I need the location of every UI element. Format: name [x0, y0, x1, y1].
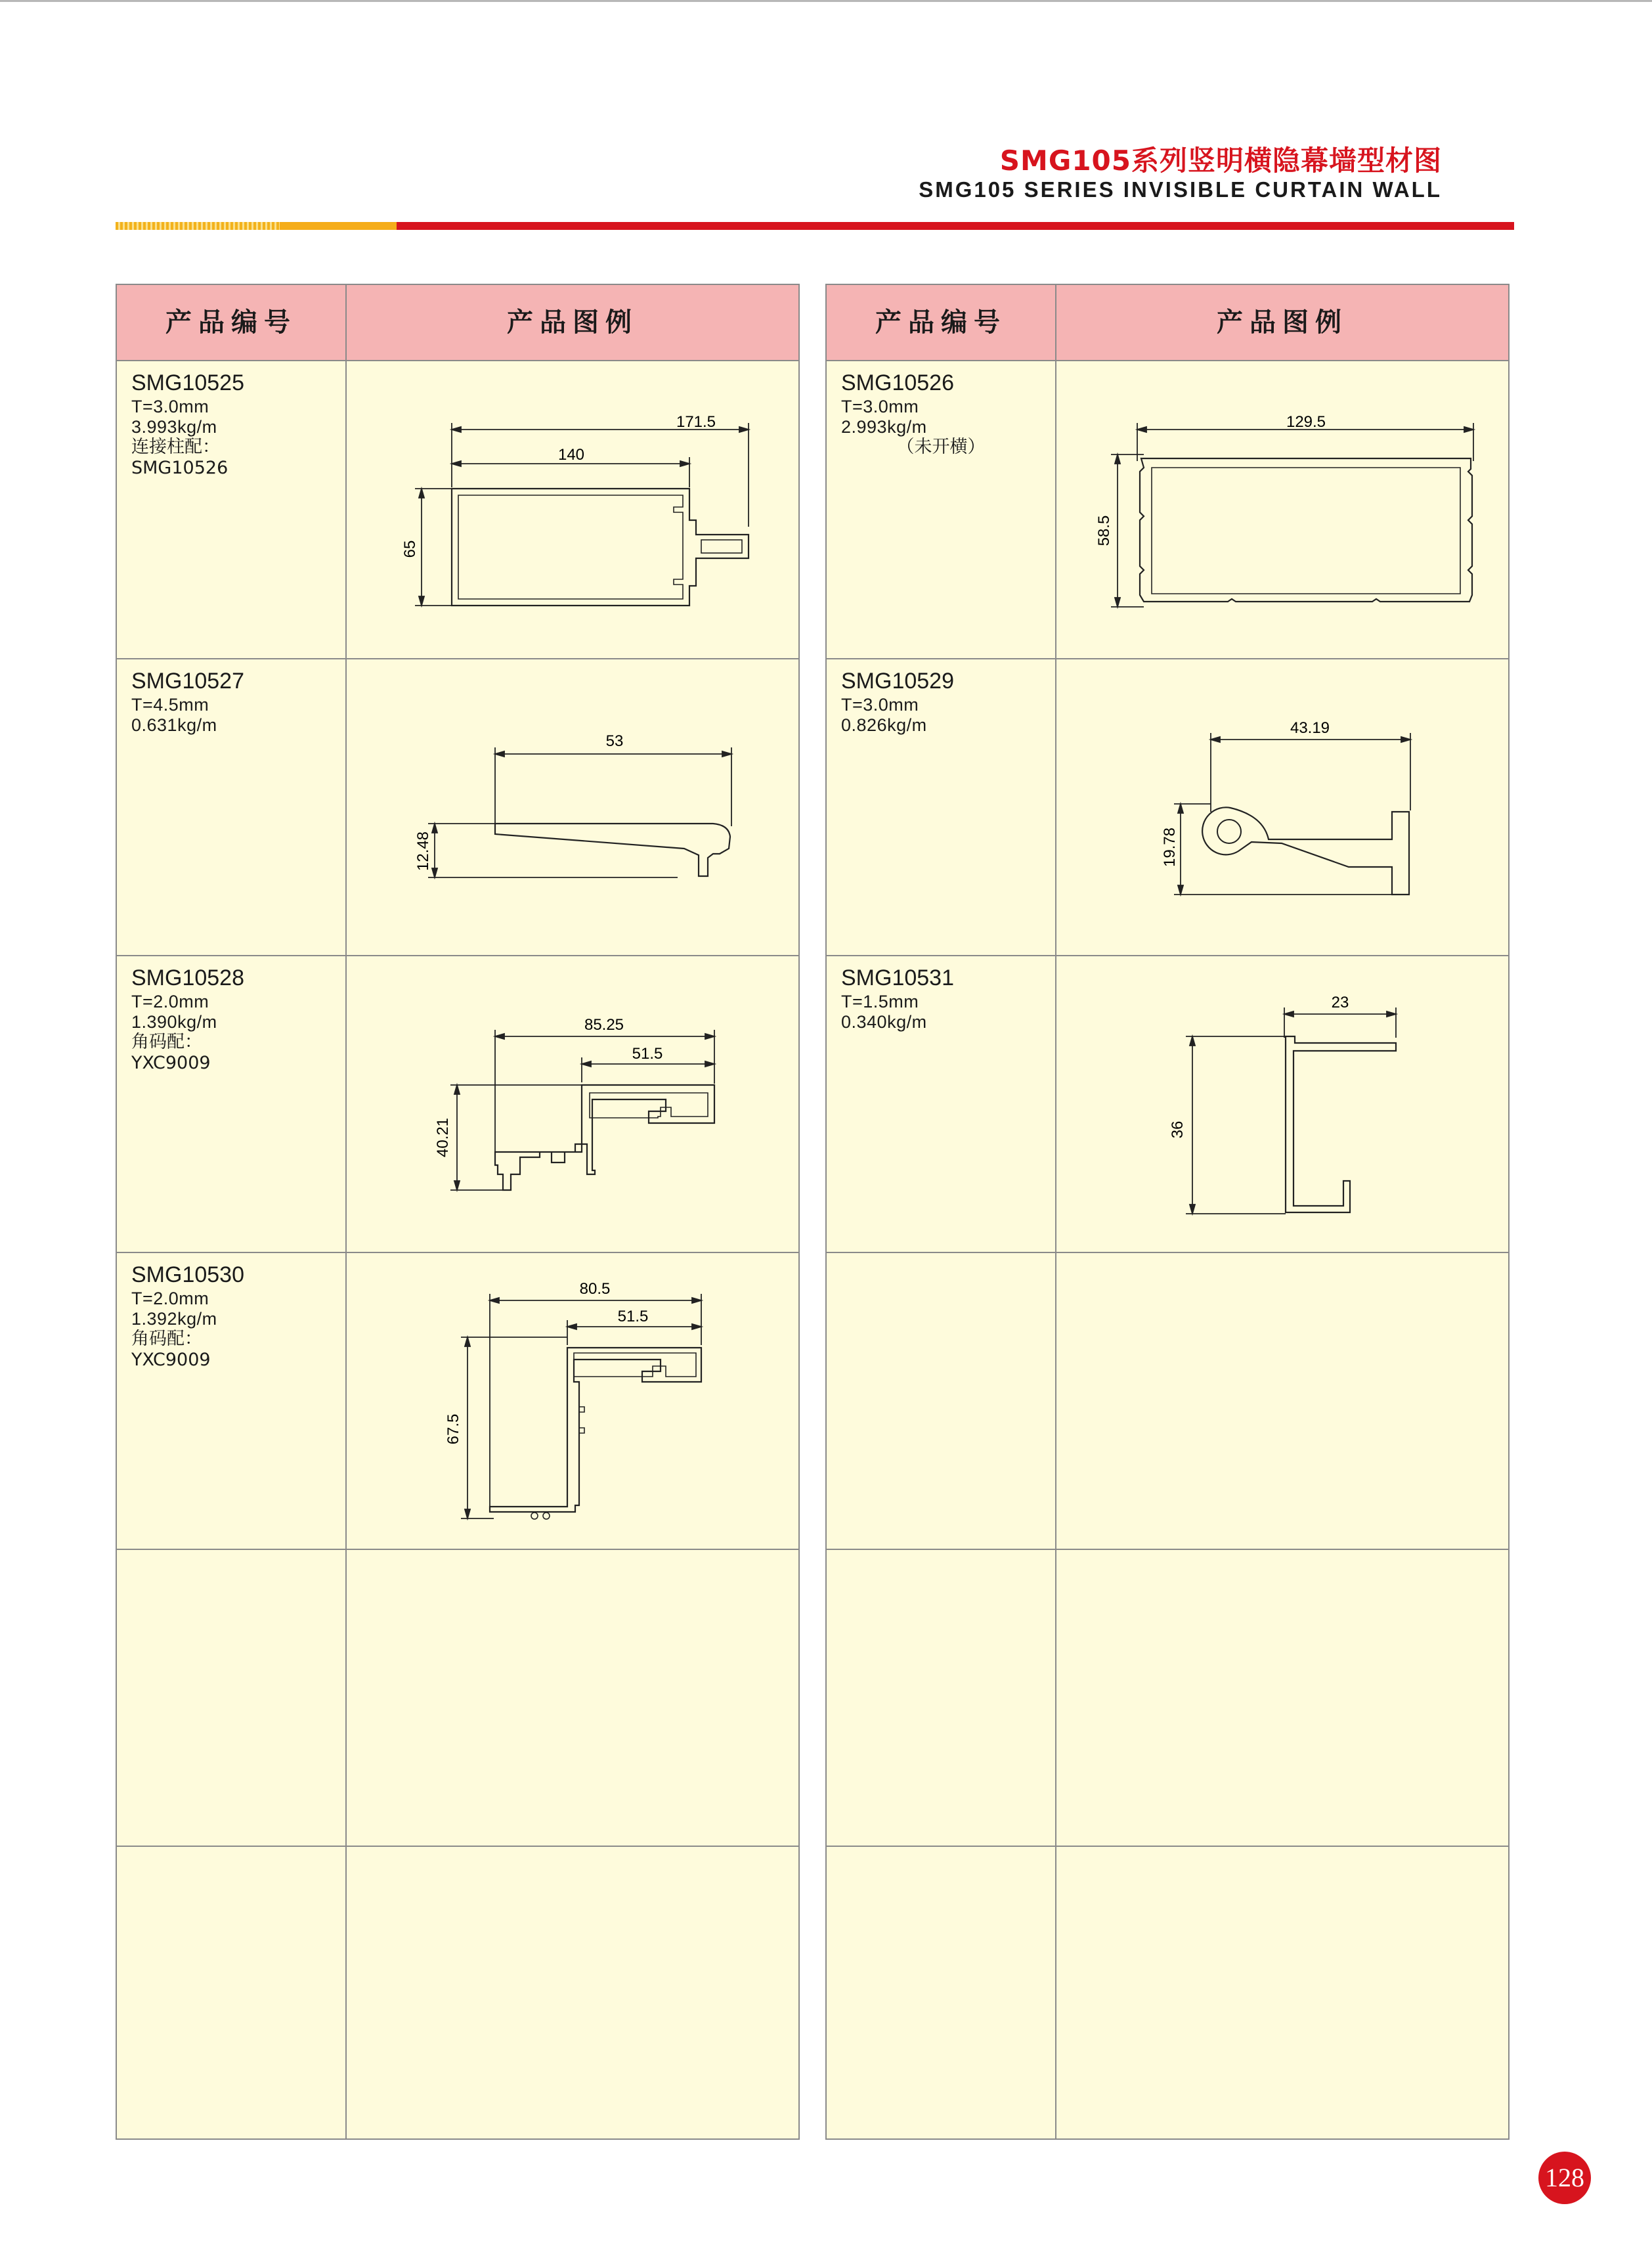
product-code: SMG10529	[841, 669, 954, 694]
column-header-code: 产品编号	[165, 307, 297, 338]
product-spec: T=3.0mm 0.826kg/m	[841, 695, 927, 735]
table-header	[827, 285, 1508, 361]
dimension-label: 23	[1331, 994, 1349, 1011]
column-header-image: 产品图例	[1217, 307, 1348, 338]
row-divider	[117, 1549, 798, 1550]
profile-drawing-smg10531	[1056, 956, 1507, 1252]
dimension-label: 140	[557, 446, 585, 464]
product-spec: T=2.0mm 1.392kg/m	[131, 1289, 217, 1329]
profile-drawing-smg10525	[347, 361, 797, 657]
row-divider	[117, 1846, 798, 1847]
product-note: 角码配：YXC9009	[131, 1329, 211, 1370]
dimension-label: 51.5	[632, 1045, 663, 1063]
profile-drawing-smg10530	[347, 1253, 797, 1549]
dimension-label: 43.19	[1290, 719, 1330, 737]
dimension-label: 53	[605, 732, 624, 750]
dimension-label: 36	[1169, 1120, 1186, 1139]
dimension-label: 58.5	[1095, 515, 1113, 546]
column-header-image: 产品图例	[507, 307, 638, 338]
product-code: SMG10530	[131, 1262, 244, 1287]
dimension-label: 171.5	[676, 413, 716, 431]
product-note: 连接柱配：SMG10526	[131, 437, 228, 478]
product-spec: T=4.5mm 0.631kg/m	[131, 695, 217, 735]
product-code: SMG10527	[131, 669, 244, 694]
top-rule	[0, 0, 1652, 2]
row-divider	[827, 1846, 1508, 1847]
product-table-left	[116, 284, 800, 2140]
header-bar-orange	[280, 222, 397, 230]
product-spec: T=3.0mm 3.993kg/m	[131, 397, 217, 437]
profile-drawing-smg10526	[1056, 361, 1507, 657]
page-number-badge: 128	[1538, 2152, 1591, 2204]
product-code: SMG10525	[131, 370, 244, 395]
header-bar-dotted	[116, 222, 280, 230]
dimension-label: 12.48	[414, 831, 432, 872]
product-code: SMG10528	[131, 965, 244, 990]
dimension-label: 80.5	[579, 1280, 611, 1298]
header-bar-red	[397, 222, 1514, 230]
product-spec: T=1.5mm 0.340kg/m	[841, 992, 927, 1032]
dimension-label: 129.5	[1286, 413, 1326, 431]
product-code: SMG10531	[841, 965, 954, 990]
dimension-label: 40.21	[434, 1117, 452, 1158]
dimension-label: 65	[401, 540, 419, 558]
dimension-label: 85.25	[584, 1016, 624, 1034]
column-header-code: 产品编号	[875, 307, 1007, 338]
dimension-label: 19.78	[1161, 827, 1179, 868]
dimension-label: 51.5	[617, 1308, 649, 1325]
product-code: SMG10526	[841, 370, 954, 395]
product-spec: T=3.0mm 2.993kg/m	[841, 397, 927, 437]
row-divider	[827, 1549, 1508, 1550]
page-title-en: SMG105 SERIES INVISIBLE CURTAIN WALL	[919, 177, 1442, 202]
row-divider	[827, 1252, 1508, 1253]
product-note: （未开横）	[896, 437, 986, 457]
page-title-cn: SMG105系列竖明横隐幕墙型材图	[999, 144, 1442, 177]
product-note: 角码配：YXC9009	[131, 1032, 211, 1073]
profile-drawing-smg10529	[1056, 659, 1507, 955]
profile-drawing-smg10528	[347, 956, 797, 1252]
product-spec: T=2.0mm 1.390kg/m	[131, 992, 217, 1032]
product-table-right	[825, 284, 1510, 2140]
profile-drawing-smg10527	[347, 659, 797, 955]
table-header	[117, 285, 798, 361]
dimension-label: 67.5	[445, 1413, 462, 1445]
